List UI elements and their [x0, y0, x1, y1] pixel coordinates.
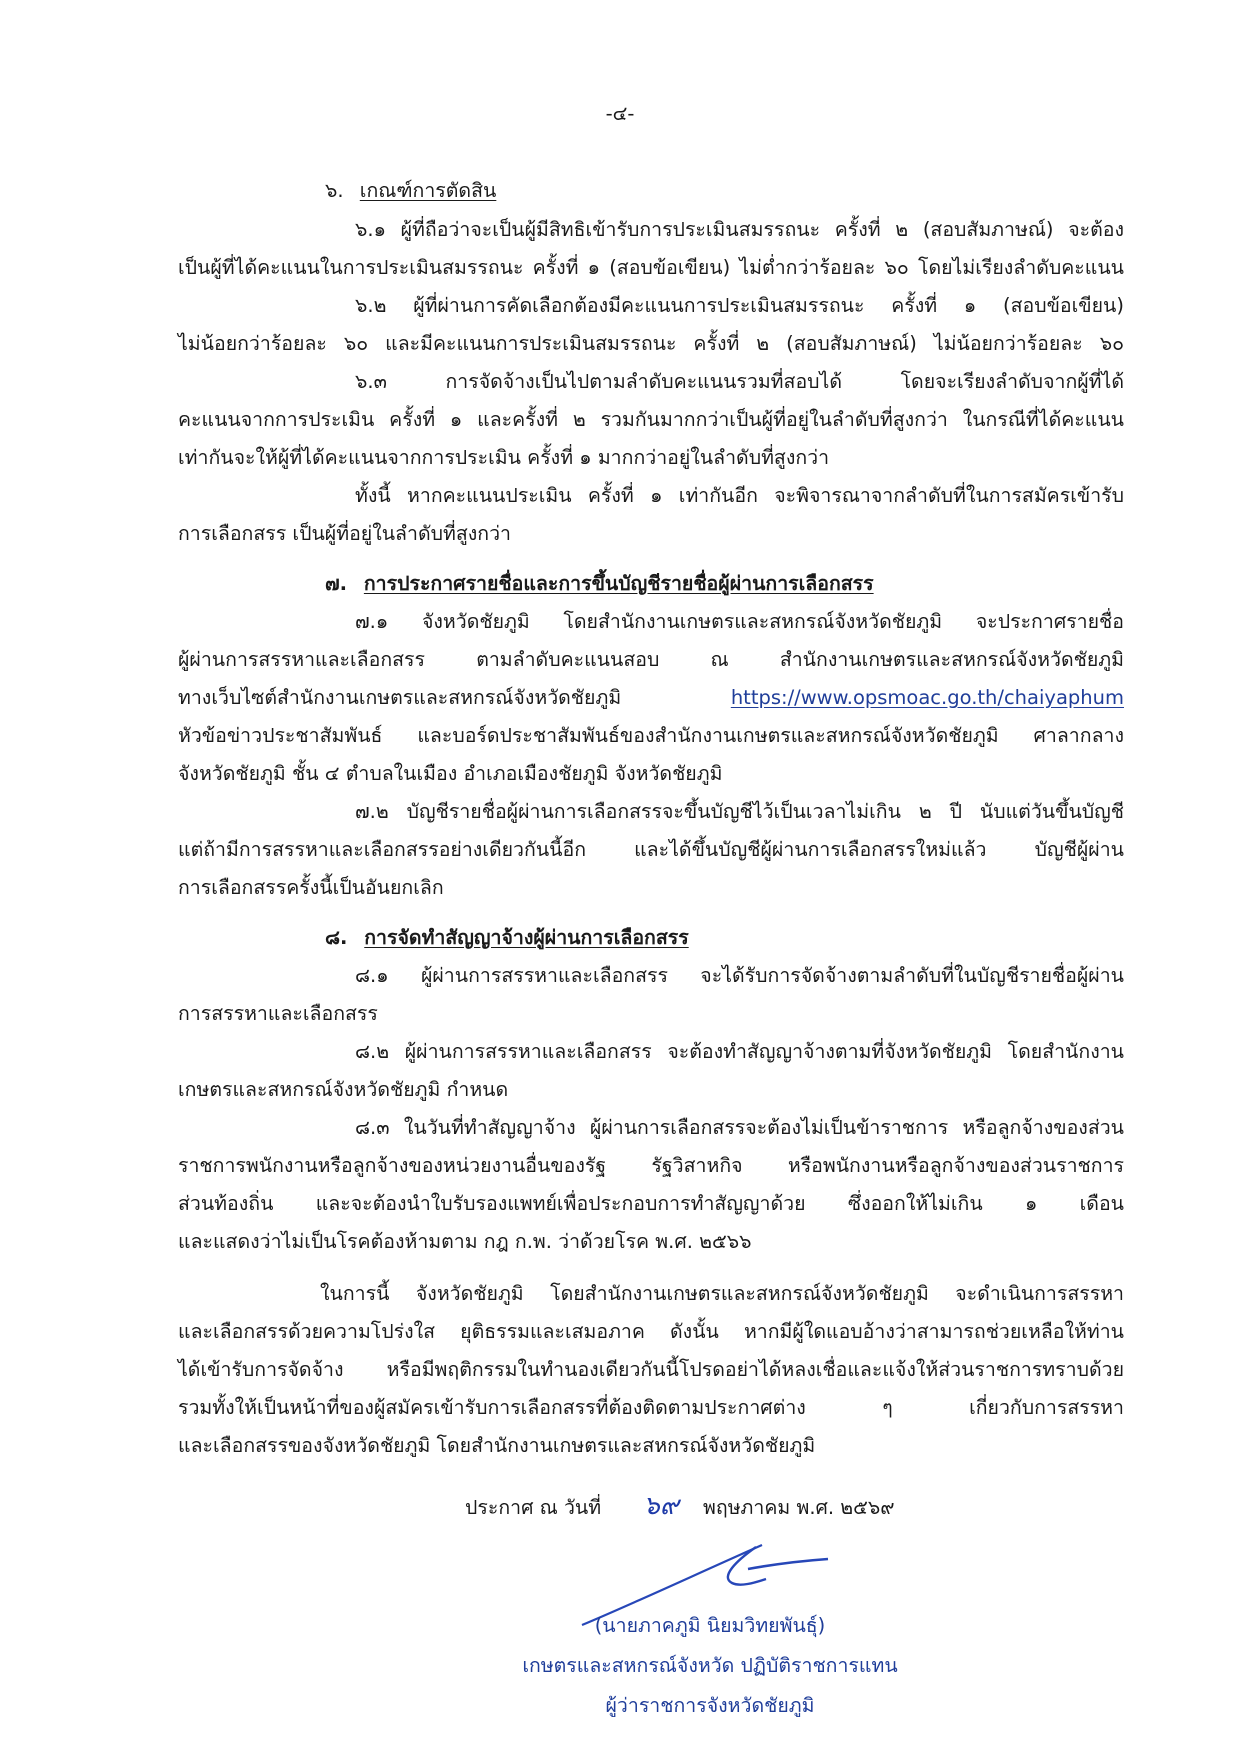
s6-p1-line2: เป็นผู้ที่ได้คะแนนในการประเมินสมรรถนะ ครั้งที่ ๑ (สอบข้อเขียน) ไม่ต่ำกว่าร้อยละ ๖๐ โดยไม่เรียงลำดับคะแนน: [178, 256, 1124, 279]
s7-p1-line2: ผู้ผ่านการสรรหาและเลือกสรร ตามลำดับคะแนนสอบ ณ สำนักงานเกษตรและสหกรณ์จังหวัดชัยภูมิ: [178, 648, 1124, 671]
date-prefix: ประกาศ ณ วันที่: [465, 1496, 602, 1519]
website-link[interactable]: https://www.opsmoac.go.th/chaiyaphum: [730, 686, 1124, 709]
section-8-heading: [325, 924, 689, 952]
date-month-year: พฤษภาคม พ.ศ. ๒๕๖๙: [703, 1496, 895, 1519]
s6-p3-line2: คะแนนจากการประเมิน ครั้งที่ ๑ และครั้งที่ ๒ รวมกันมากกว่าเป็นผู้ที่อยู่ในลำดับที่สูงกว่า ในกรณีที่ได้คะแนน: [178, 408, 1124, 431]
s7-p1-line4: หัวข้อข่าวประชาสัมพันธ์ และบอร์ดประชาสัมพันธ์ของสำนักงานเกษตรและสหกรณ์จังหวัดชัยภูมิ ศาลากลาง: [178, 724, 1124, 747]
signatory-title-line2: ผู้ว่าราชการจังหวัดชัยภูมิ: [605, 1694, 815, 1717]
s7-p1-line1: ๗.๑ จังหวัดชัยภูมิ โดยสำนักงานเกษตรและสหกรณ์จังหวัดชัยภูมิ จะประกาศรายชื่อ: [355, 610, 1124, 633]
closing-line3: ได้เข้ารับการจัดจ้าง หรือมีพฤติกรรมในทำนองเดียวกันนี้โปรดอย่าได้หลงเชื่อและแจ้งให้ส่วนราชการทราบด้วย: [178, 1358, 1124, 1381]
s8-p1-line1: ๘.๑ ผู้ผ่านการสรรหาและเลือกสรร จะได้รับการจัดจ้างตามลำดับที่ในบัญชีรายชื่อผู้ผ่าน: [355, 964, 1124, 987]
closing-line2: และเลือกสรรด้วยความโปร่งใส ยุติธรรมและเสมอภาค ดังนั้น หากมีผู้ใดแอบอ้างว่าสามารถช่วยเหลือให้ท่าน: [178, 1320, 1124, 1343]
page-number: -๔-: [605, 102, 635, 125]
section-6-title: เกณฑ์การตัดสิน: [359, 179, 497, 202]
closing-line4: รวมทั้งให้เป็นหน้าที่ของผู้สมัครเข้ารับการเลือกสรรที่ต้องติดตามประกาศต่าง ๆ เกี่ยวกับการสรรหา: [178, 1396, 1124, 1419]
s8-p3-line1: ๘.๓ ในวันที่ทำสัญญาจ้าง ผู้ผ่านการเลือกสรรจะต้องไม่เป็นข้าราชการ หรือลูกจ้างของส่วน: [355, 1116, 1124, 1139]
s7-p1-line3-text: ทางเว็บไซต์สำนักงานเกษตรและสหกรณ์จังหวัดชัยภูมิ: [178, 686, 622, 709]
s6-p4-line1: ทั้งนี้ หากคะแนนประเมิน ครั้งที่ ๑ เท่ากันอีก จะพิจารณาจากลำดับที่ในการสมัครเข้ารับ: [355, 484, 1124, 507]
s8-p2-line1: ๘.๒ ผู้ผ่านการสรรหาและเลือกสรร จะต้องทำสัญญาจ้างตามที่จังหวัดชัยภูมิ โดยสำนักงาน: [355, 1040, 1124, 1063]
closing-line1: ในการนี้ จังหวัดชัยภูมิ โดยสำนักงานเกษตรและสหกรณ์จังหวัดชัยภูมิ จะดำเนินการสรรหา: [320, 1282, 1124, 1305]
s6-p4-line2: การเลือกสรร เป็นผู้ที่อยู่ในลำดับที่สูงกว่า: [178, 522, 511, 545]
signatory-name: (นายภาคภูมิ นิยมวิทยพันธุ์): [594, 1614, 826, 1637]
closing-line5: และเลือกสรรของจังหวัดชัยภูมิ โดยสำนักงานเกษตรและสหกรณ์จังหวัดชัยภูมิ: [178, 1434, 816, 1457]
s8-p3-line3: ส่วนท้องถิ่น และจะต้องนำใบรับรองแพทย์เพื่อประกอบการทำสัญญาด้วย ซึ่งออกให้ไม่เกิน ๑ เดือน: [178, 1192, 1124, 1215]
section-6-heading: [325, 177, 496, 205]
date-day-handwritten: ๖๙: [643, 1491, 679, 1521]
s7-p1-line5: จังหวัดชัยภูมิ ชั้น ๔ ตำบลในเมือง อำเภอเมืองชัยภูมิ จังหวัดชัยภูมิ: [178, 762, 723, 785]
s8-p1-line2: การสรรหาและเลือกสรร: [178, 1002, 378, 1025]
s8-p3-line2: ราชการพนักงานหรือลูกจ้างของหน่วยงานอื่นของรัฐ รัฐวิสาหกิจ หรือพนักงานหรือลูกจ้างของส่วนราชการ: [178, 1154, 1124, 1177]
section-8-title: การจัดทำสัญญาจ้างผู้ผ่านการเลือกสรร: [364, 926, 689, 949]
s6-p2-line2: ไม่น้อยกว่าร้อยละ ๖๐ และมีคะแนนการประเมินสมรรถนะ ครั้งที่ ๒ (สอบสัมภาษณ์) ไม่น้อยกว่าร้อยละ ๖๐: [178, 332, 1124, 355]
s6-p1-line1: ๖.๑ ผู้ที่ถือว่าจะเป็นผู้มีสิทธิเข้ารับการประเมินสมรรถนะ ครั้งที่ ๒ (สอบสัมภาษณ์) จะต้อง: [355, 218, 1124, 241]
s8-p3-line4: และแสดงว่าไม่เป็นโรคต้องห้ามตาม กฎ ก.พ. ว่าด้วยโรค พ.ศ. ๒๕๖๖: [178, 1230, 752, 1253]
s8-p2-line2: เกษตรและสหกรณ์จังหวัดชัยภูมิ กำหนด: [178, 1078, 509, 1101]
section-7-number: ๗.: [325, 572, 348, 595]
section-6-number: ๖.: [325, 179, 344, 202]
section-7-heading: [325, 570, 874, 598]
s7-p2-line2: แต่ถ้ามีการสรรหาและเลือกสรรอย่างเดียวกันนี้อีก และได้ขึ้นบัญชีผู้ผ่านการเลือกสรรใหม่แล้ว บัญชีผู้ผ่าน: [178, 838, 1124, 861]
s7-p2-line3: การเลือกสรรครั้งนี้เป็นอันยกเลิก: [178, 876, 444, 899]
s6-p3-line3: เท่ากันจะให้ผู้ที่ได้คะแนนจากการประเมิน ครั้งที่ ๑ มากกว่าอยู่ในลำดับที่สูงกว่า: [178, 446, 830, 469]
s7-p1-line3: [178, 684, 1124, 712]
section-7-title: การประกาศรายชื่อและการขึ้นบัญชีรายชื่อผู้ผ่านการเลือกสรร: [363, 572, 874, 595]
s7-p2-line1: ๗.๒ บัญชีรายชื่อผู้ผ่านการเลือกสรรจะขึ้นบัญชีไว้เป็นเวลาไม่เกิน ๒ ปี นับแต่วันขึ้นบัญชี: [355, 800, 1124, 823]
s6-p2-line1: ๖.๒ ผู้ที่ผ่านการคัดเลือกต้องมีคะแนนการประเมินสมรรถนะ ครั้งที่ ๑ (สอบข้อเขียน): [355, 294, 1124, 317]
signatory-title-line1: เกษตรและสหกรณ์จังหวัด ปฏิบัติราชการแทน: [522, 1654, 898, 1677]
section-8-number: ๘.: [325, 926, 348, 949]
announcement-date: [465, 1492, 895, 1522]
s6-p3-line1: ๖.๓ การจัดจ้างเป็นไปตามลำดับคะแนนรวมที่สอบได้ โดยจะเรียงลำดับจากผู้ที่ได้: [355, 370, 1124, 393]
